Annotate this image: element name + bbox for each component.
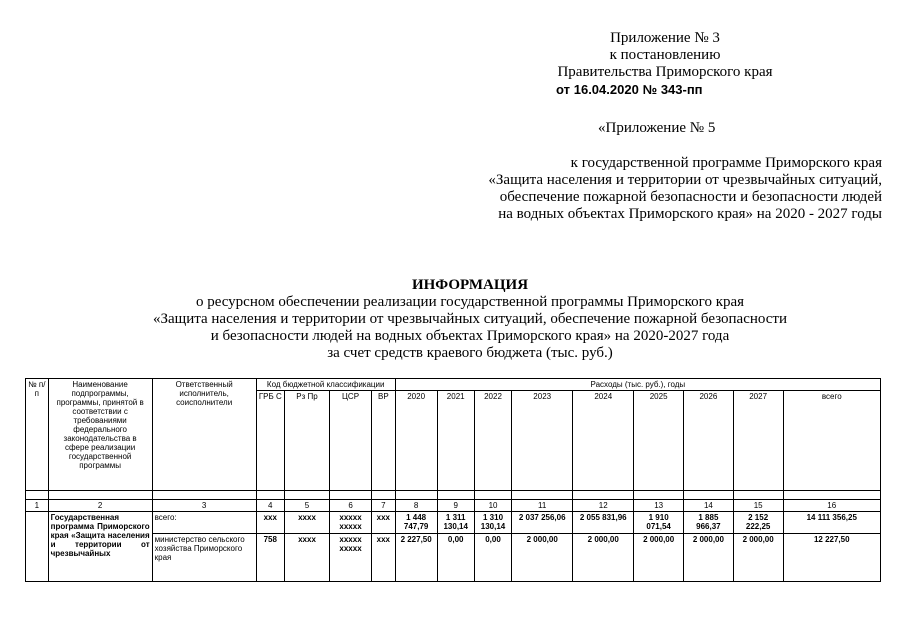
- header-date: 16.04.2020: [573, 82, 639, 97]
- row2-value-total: 12 227,50: [783, 534, 880, 582]
- colnum: 5: [284, 500, 329, 512]
- row2-value-2022: 0,00: [474, 534, 511, 582]
- row1-csr: ххххх ххххх: [330, 512, 372, 534]
- header-responsible: Ответственный исполнитель, соисполнители: [152, 379, 256, 491]
- row1-value-2022: 1 310 130,14: [474, 512, 511, 534]
- header-year-2025: 2025: [634, 391, 684, 491]
- header-year-2023: 2023: [512, 391, 573, 491]
- colnum: 11: [512, 500, 573, 512]
- colnum: 8: [395, 500, 437, 512]
- colnum: 4: [256, 500, 284, 512]
- header-name: Наименование подпрограммы, программы, принятой в соответствии с требованиями федерального законодательства в сфере реализации государственной программы: [48, 379, 152, 491]
- document-title-line3: и безопасности людей на водных объектах Приморского края» на 2020-2027 года: [210, 328, 730, 344]
- appendix-line2: «Защита населения и территории от чрезвычайных ситуаций,: [488, 172, 882, 188]
- colnum: 1: [26, 500, 49, 512]
- document-title: [100, 277, 840, 362]
- appendix-line1: к государственной программе Приморского края: [570, 155, 882, 171]
- row1-value-2023: 2 037 256,06: [512, 512, 573, 534]
- row2-value-2024: 2 000,00: [573, 534, 634, 582]
- colnum: 3: [152, 500, 256, 512]
- colnum: 9: [437, 500, 474, 512]
- resource-table: [25, 378, 881, 582]
- colnum: 10: [474, 500, 511, 512]
- header-year-2020: 2020: [395, 391, 437, 491]
- header-num: № п/п: [26, 379, 49, 491]
- row2-grbs: 758: [256, 534, 284, 582]
- row2-vr: ххх: [371, 534, 395, 582]
- colnum: 16: [783, 500, 880, 512]
- colnum: 14: [684, 500, 734, 512]
- header-line4: [520, 81, 810, 99]
- header-expenses: Расходы (тыс. руб.), годы: [395, 379, 880, 391]
- header-rzpr: Рз Пр: [284, 391, 329, 491]
- header-line2: к постановлению: [609, 47, 721, 63]
- header-csr: ЦСР: [330, 391, 372, 491]
- document-heading: ИНФОРМАЦИЯ: [411, 277, 529, 293]
- row2-rzpr: хххх: [284, 534, 329, 582]
- row2-value-2027: 2 000,00: [733, 534, 783, 582]
- row1-value-2025: 1 910 071,54: [634, 512, 684, 534]
- document-title-line2: «Защита населения и территории от чрезвычайных ситуаций, обеспечение пожарной безопасности: [152, 311, 788, 327]
- row2-value-2023: 2 000,00: [512, 534, 573, 582]
- appendix-title: «Приложение № 5: [598, 120, 716, 136]
- header-block: [520, 30, 810, 99]
- appendix-block: [440, 155, 882, 223]
- header-num: 343-пп: [660, 82, 703, 97]
- table-spacer-row: [26, 491, 881, 500]
- program-name: Государственная программа Приморского края «Защита населения и территории от чрезвычайных: [48, 512, 152, 582]
- header-year-2021: 2021: [437, 391, 474, 491]
- document-title-line1: о ресурсном обеспечении реализации государственной программы Приморского края: [195, 294, 745, 310]
- row1-value-2026: 1 885 966,37: [684, 512, 734, 534]
- colnum: 13: [634, 500, 684, 512]
- header-vr: ВР: [371, 391, 395, 491]
- header-year-total: всего: [783, 391, 880, 491]
- header-budget-code: Код бюджетной классификации: [256, 379, 395, 391]
- header-year-2026: 2026: [684, 391, 734, 491]
- colnum: 2: [48, 500, 152, 512]
- appendix-line4: на водных объектах Приморского края» на 2020 - 2027 годы: [498, 206, 882, 222]
- colnum: 12: [573, 500, 634, 512]
- row2-value-2026: 2 000,00: [684, 534, 734, 582]
- document-title-line4: за счет средств краевого бюджета (тыс. руб.): [327, 345, 613, 361]
- colnum: 15: [733, 500, 783, 512]
- row2-value-2021: 0,00: [437, 534, 474, 582]
- appendix-line3: обеспечение пожарной безопасности и безопасности людей: [499, 189, 882, 205]
- header-year-2027: 2027: [733, 391, 783, 491]
- table-row: [26, 512, 881, 534]
- row2-value-2020: 2 227,50: [395, 534, 437, 582]
- row1-responsible: всего:: [152, 512, 256, 534]
- header-year-2022: 2022: [474, 391, 511, 491]
- colnum: 7: [371, 500, 395, 512]
- row1-rzpr: хххх: [284, 512, 329, 534]
- row2-value-2025: 2 000,00: [634, 534, 684, 582]
- row1-value-2020: 1 448 747,79: [395, 512, 437, 534]
- row1-value-2024: 2 055 831,96: [573, 512, 634, 534]
- row1-vr: ххх: [371, 512, 395, 534]
- colnum: 6: [330, 500, 372, 512]
- row2-csr: ххххх ххххх: [330, 534, 372, 582]
- header-grbs: ГРБ С: [256, 391, 284, 491]
- row1-value-2027: 2 152 222,25: [733, 512, 783, 534]
- row1-value-2021: 1 311 130,14: [437, 512, 474, 534]
- row1-value-total: 14 111 356,25: [783, 512, 880, 534]
- table-row: [26, 534, 881, 582]
- header-date-prefix: от: [556, 82, 570, 97]
- row2-responsible: министерство сельского хозяйства Приморского края: [152, 534, 256, 582]
- column-number-row: [26, 500, 881, 512]
- header-num-sign: №: [642, 82, 658, 97]
- header-line3: Правительства Приморского края: [557, 64, 773, 80]
- header-year-2024: 2024: [573, 391, 634, 491]
- header-line1: Приложение № 3: [610, 30, 720, 46]
- row1-grbs: ххх: [256, 512, 284, 534]
